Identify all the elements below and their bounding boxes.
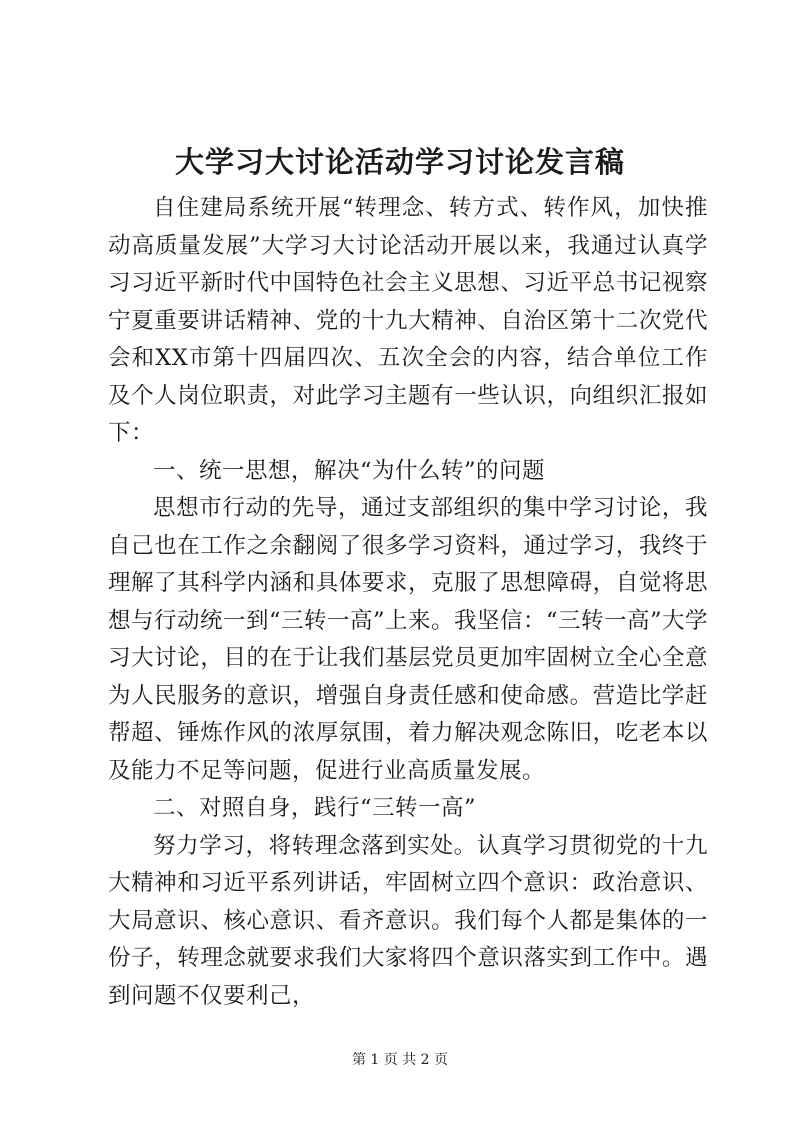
- section-2-paragraph: 努力学习，将转理念落到实处。认真学习贯彻党的十九大精神和习近平系列讲话，牢固树立四个意识：政治意识、大局意识、核心意识、看齐意识。我们每个人都是集体的一份子，转理念就要求我们大家将四个意识落实到工作中。遇到问题不仅要利己，: [108, 832, 708, 1009]
- page-footer: 第 1 页 共 2 页: [351, 1052, 449, 1068]
- section-heading-1: 一、统一思想，解决“为什么转”的问题: [153, 457, 546, 484]
- section-heading-2: 二、对照自身，践行“三转一高”: [153, 795, 477, 821]
- intro-paragraph: 自住建局系统开展“转理念、转方式、转作风，加快推动高质量发展”大学习大讨论活动开展以来，我通过认真学习习近平新时代中国特色社会主义思想、习近平总书记视察宁夏重要讲话精神、党的十九大精神、自治区第十二次党代会和XX市第十四届四次、五次全会的内容，结合单位工作及个人岗位职责，对此学习主题有一些认识，向组织汇报如下：: [108, 195, 708, 446]
- document-title: 大学习大讨论活动学习讨论发言稿: [174, 145, 625, 179]
- document-body: [108, 190, 708, 1015]
- section-1-paragraph: 思想市行动的先导，通过支部组织的集中学习讨论，我自己也在工作之余翻阅了很多学习资料，通过学习，我终于理解了其科学内涵和具体要求，克服了思想障碍，自觉将思想与行动统一到“三转一高”上来。我坚信：“三转一高”大学习大讨论，目的在于让我们基层党员更加牢固树立全心全意为人民服务的意识，增强自身责任感和使命感。营造比学赶帮超、锤炼作风的浓厚氛围，着力解决观念陈旧，吃老本以及能力不足等问题，促进行业高质量发展。: [108, 495, 709, 784]
